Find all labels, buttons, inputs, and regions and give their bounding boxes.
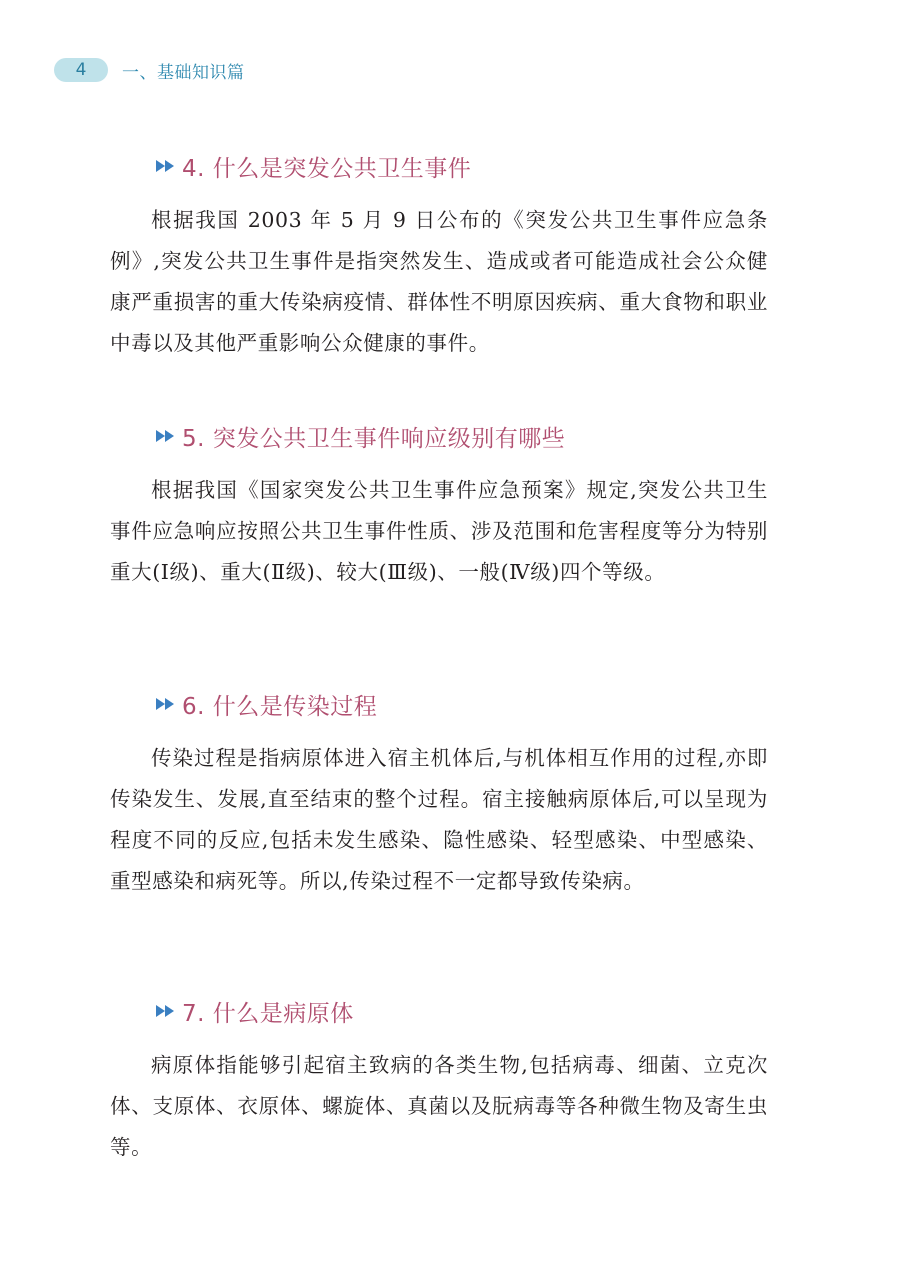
double-arrow-icon (156, 1004, 176, 1018)
section-heading-text: 7. 什么是病原体 (182, 1000, 354, 1027)
section-heading (156, 148, 768, 184)
section-heading (156, 418, 768, 454)
double-arrow-icon (156, 429, 176, 443)
section-body: 病原体指能够引起宿主致病的各类生物,包括病毒、细菌、立克次体、支原体、衣原体、螺旋体、真菌以及朊病毒等各种微生物及寄生虫等。 (110, 1053, 768, 1159)
section-7 (110, 993, 768, 1189)
section-heading (156, 686, 768, 722)
double-arrow-icon (156, 697, 176, 711)
section-heading (156, 993, 768, 1029)
section-heading-text: 5. 突发公共卫生事件响应级别有哪些 (182, 425, 566, 452)
page-number: 4 (54, 58, 108, 82)
double-arrow-icon (156, 159, 176, 173)
running-header (54, 58, 245, 82)
section-5 (110, 418, 768, 614)
section-4 (110, 148, 768, 385)
section-heading-text: 6. 什么是传染过程 (182, 693, 378, 720)
section-body: 根据我国《国家突发公共卫生事件应急预案》规定,突发公共卫生事件应急响应按照公共卫生事件性质、涉及范围和危害程度等分为特别重大(Ⅰ级)、重大(Ⅱ级)、较大(Ⅲ级)、一般(Ⅳ级)四个等级。 (110, 478, 768, 584)
section-heading-text: 4. 什么是突发公共卫生事件 (182, 155, 472, 182)
chapter-title: 一、基础知识篇 (122, 62, 245, 83)
section-body: 传染过程是指病原体进入宿主机体后,与机体相互作用的过程,亦即传染发生、发展,直至结束的整个过程。宿主接触病原体后,可以呈现为程度不同的反应,包括未发生感染、隐性感染、轻型感染、中型感染、重型感染和病死等。所以,传染过程不一定都导致传染病。 (110, 746, 768, 893)
section-6 (110, 686, 768, 923)
section-body: 根据我国 2003 年 5 月 9 日公布的《突发公共卫生事件应急条例》,突发公共卫生事件是指突然发生、造成或者可能造成社会公众健康严重损害的重大传染病疫情、群体性不明原因疾病、重大食物和职业中毒以及其他严重影响公众健康的事件。 (110, 208, 768, 355)
